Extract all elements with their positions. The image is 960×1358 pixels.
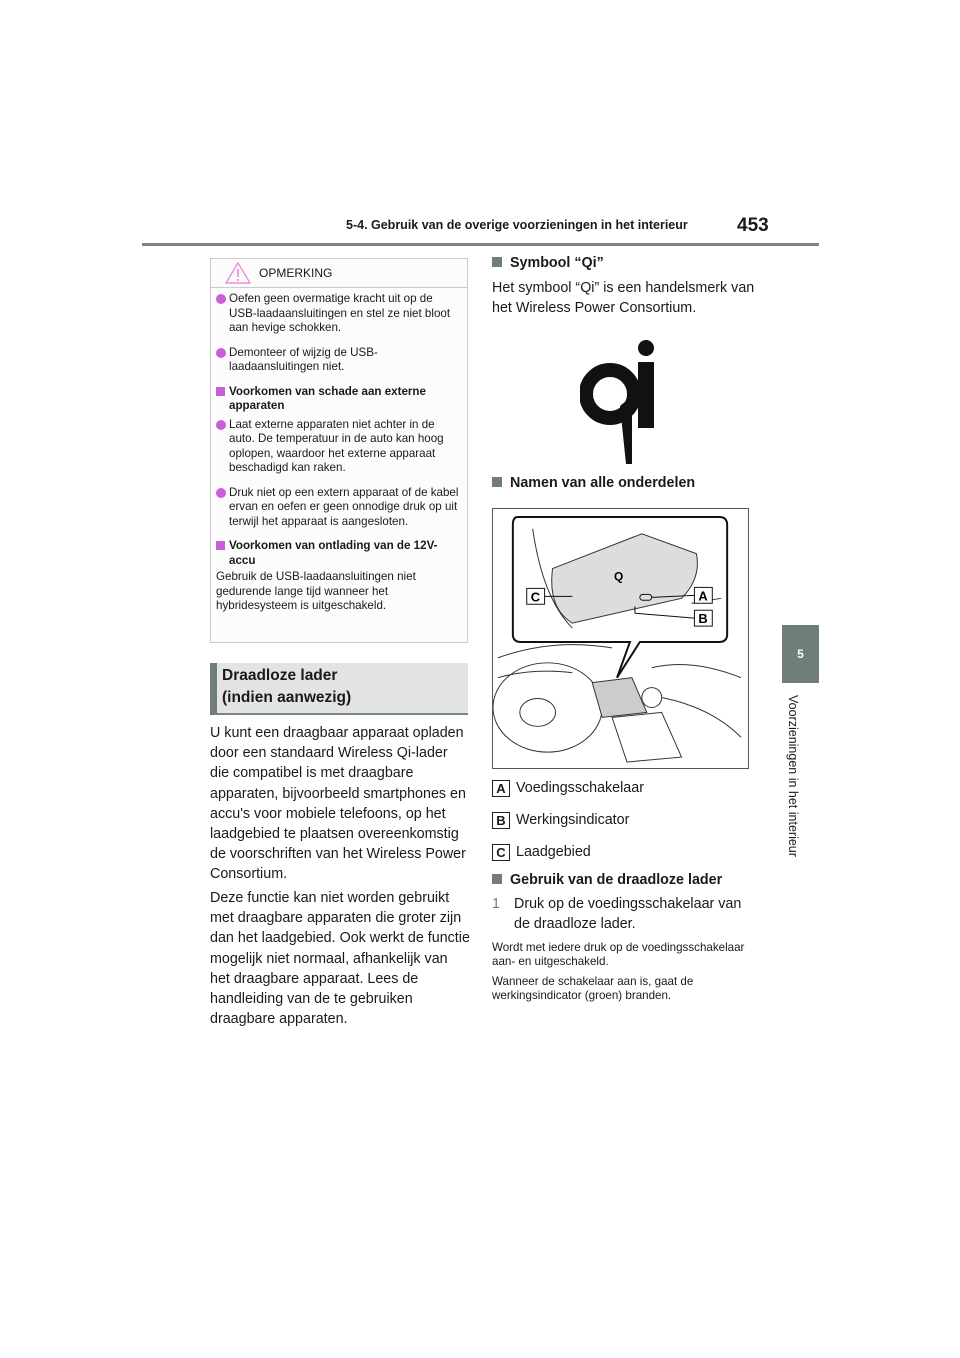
bullet-icon [216,488,226,498]
legend-key: C [492,844,510,861]
subheading-text: Namen van alle onderdelen [510,475,696,491]
bullet-icon [216,420,226,430]
legend-label: Werkingsindicator [516,812,630,828]
legend-key: B [492,812,510,829]
legend-label: Voedingsschakelaar [516,780,644,796]
paragraph: Het symbool “Qi” is een handelsmerk van het Wireless Power Consortium. [492,280,755,317]
square-bullet-icon [492,257,502,267]
chapter-tab[interactable]: 5 [782,625,819,683]
legend-label: Laadgebied [516,844,591,860]
paragraph: U kunt een draagbaar apparaat opladen door een standaard Wireless Qi-lader die compatibel is met draagbare apparaten, bijvoorbeeld smartphones en accu's voor mobiele telefoons, op het laadgebied te plaatsen overeenkomstig de voorschriften van het Wireless Power Consortium. [210,725,466,883]
bullet-icon [216,348,226,358]
subheading-parts [492,475,695,491]
warning-icon [225,262,251,284]
legend-item-b [492,812,629,829]
subheading-text: Gebruik van de draadloze lader [510,872,723,888]
square-bullet-icon [492,874,502,884]
paragraph: Deze functie kan niet worden gebruikt met draagbare apparaten die groter zijn dan het laadgebied. Ook werkt de functie mogelijk niet normaal, afhankelijk van het draagbare apparaat. Lees de handleiding van de te gebruiken draagbare apparaten. [210,890,470,1028]
svg-text:Q: Q [614,569,624,584]
wireless-charger-illustration [492,508,749,769]
caution-text: Gebruik de USB-laadaansluitingen niet gedurende lange tijd wanneer het hybridesysteem is uitgeschakeld. [216,570,416,612]
section-title-line1: Draadloze lader [222,667,338,684]
caution-item: Oefen geen overmatige kracht uit op de USB-laadaansluitingen en stel ze niet bloot aan hevige schokken. [229,292,451,334]
note: Wordt met iedere druk op de voedingsschakelaar aan- en uitgeschakeld. [492,941,745,968]
legend-key: A [492,780,510,797]
callout-a: A [698,588,708,604]
caution-title: OPMERKING [259,266,333,280]
legend-item-c [492,844,591,861]
chapter-tab-label: Voorzieningen in het interieur [786,695,800,857]
legend-item-a [492,780,644,797]
subheading-text: Symbool “Qi” [510,255,604,271]
qi-logo [580,336,664,468]
bullet-icon [216,294,226,304]
caution-subheading: Voorkomen van ontlading van de 12V-accu [229,539,438,567]
step-number: 1 [492,896,500,912]
square-bullet-icon [216,541,225,550]
caution-subheading: Voorkomen van schade aan externe apparaten [229,384,426,412]
step-1 [492,894,752,934]
square-bullet-icon [492,477,502,487]
callout-b: B [698,611,708,627]
note: Wanneer de schakelaar aan is, gaat de werkingsindicator (groen) branden. [492,975,694,1002]
section-title-line2: (indien aanwezig) [222,689,352,706]
caution-box [210,258,468,643]
step-text: Druk op de voedingsschakelaar van de draadloze lader. [514,896,742,933]
caution-item: Laat externe apparaten niet achter in de auto. De temperatuur in de auto kan hoog oplopen, waardoor het externe apparaat beschadigd kan raken. [229,417,444,474]
section-title [210,663,468,715]
header-divider [142,243,819,246]
page-number: 453 [737,215,769,236]
square-bullet-icon [216,387,225,396]
subheading-qi [492,255,604,271]
caution-item: Demonteer of wijzig de USB-laadaansluitingen niet. [229,345,378,373]
section-header: 5-4. Gebruik van de overige voorzieningen in het interieur [346,218,688,232]
callout-c: C [530,589,541,605]
caution-item: Druk niet op een extern apparaat of de kabel ervan en oefen er geen onnodige druk op uit terwijl het apparaat is aangesloten. [229,485,459,528]
subheading-usage [492,872,722,888]
